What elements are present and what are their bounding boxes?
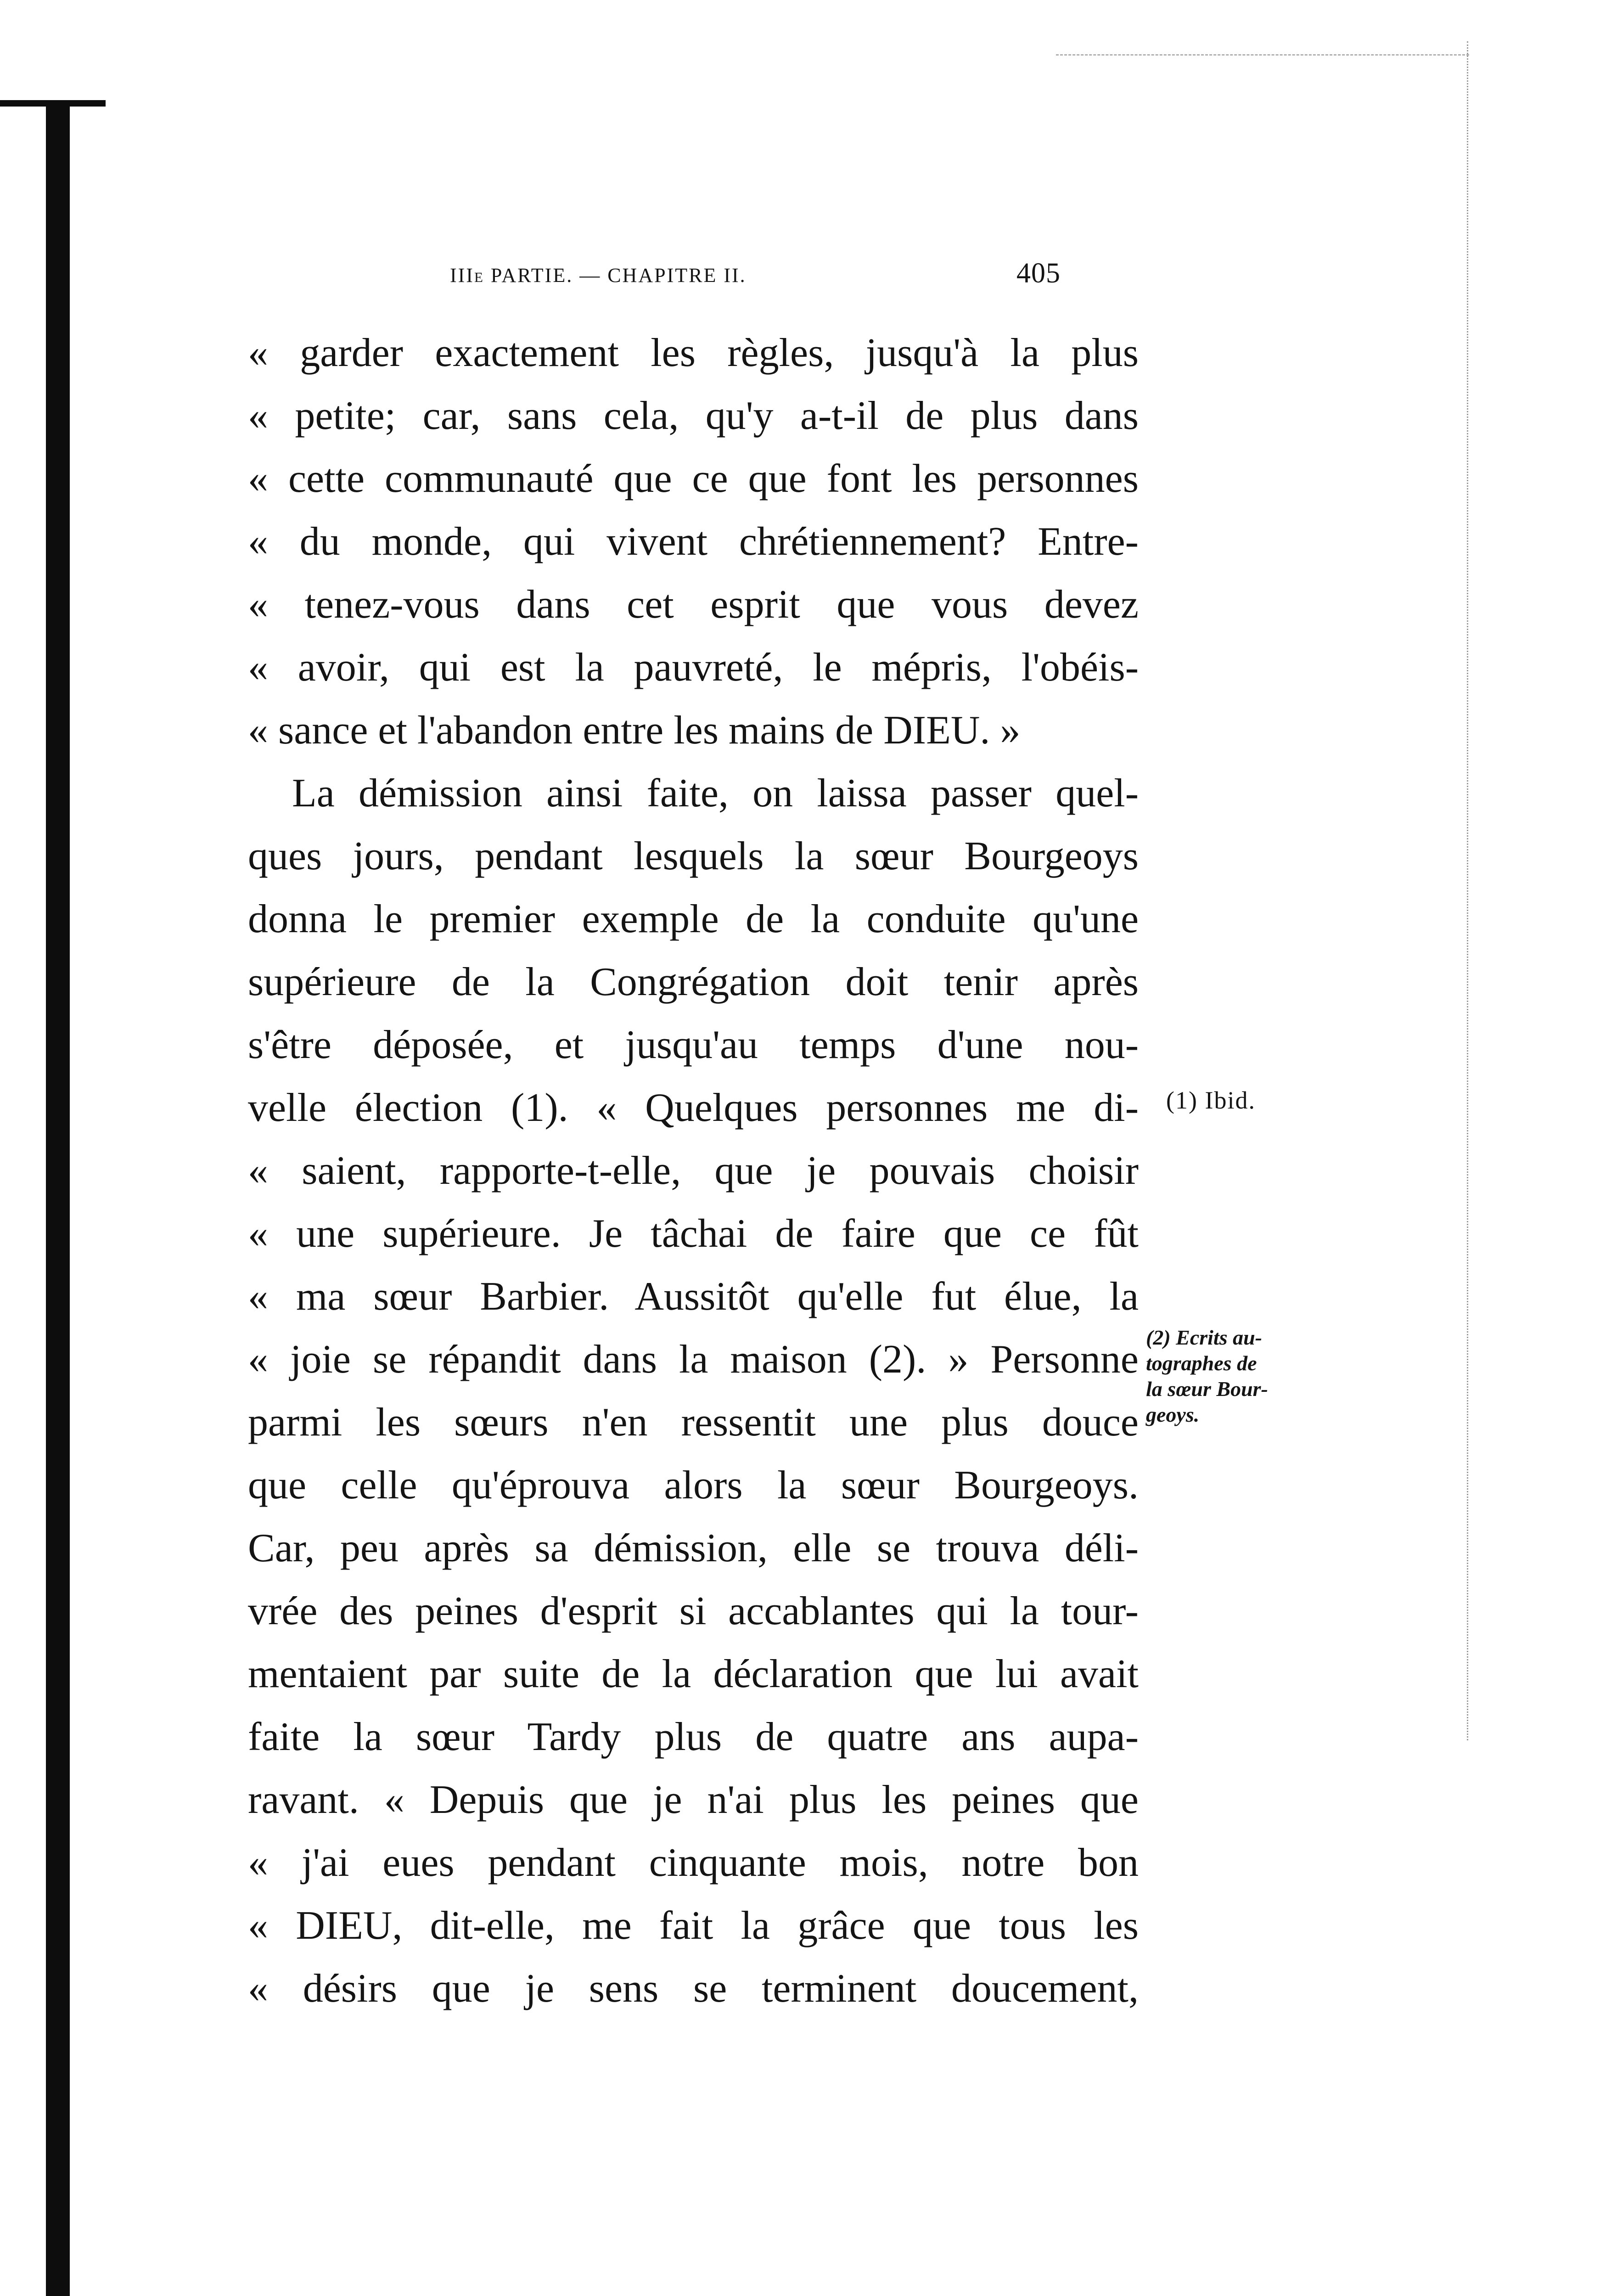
text-line-23: faite la sœur Tardy plus de quatre ans aupa- [248,1715,1139,1759]
margin-note-2-line: geoys. [1146,1403,1200,1426]
scan-edge-marks [1467,41,1470,1740]
text-line-4: « du monde, qui vivent chrétiennement? Entre- [248,519,1139,564]
scan-edge-top-marks [1056,54,1469,56]
margin-note-2-line: (2) Ecrits au- [1146,1326,1262,1349]
text-line-11: supérieure de la Congrégation doit tenir après [248,960,1139,1004]
margin-note-2-line: tographes de [1146,1351,1257,1375]
margin-note-2 [1146,1325,1339,1428]
text-line-3: « cette communauté que ce que font les personnes [248,456,1139,501]
text-line-21: vrée des peines d'esprit si accablantes qui la tour- [248,1589,1139,1633]
running-head-title: IIIe PARTIE. — CHAPITRE II. [450,264,747,287]
text-line-17: « joie se répandit dans la maison (2). » Personne [248,1337,1139,1382]
text-line-22: mentaient par suite de la déclaration que lui avait [248,1652,1139,1696]
text-line-18: parmi les sœurs n'en ressentit une plus douce [248,1400,1139,1445]
text-line-25: « j'ai eues pendant cinquante mois, notre bon [248,1840,1139,1885]
text-line-5: « tenez-vous dans cet esprit que vous devez [248,582,1139,627]
margin-note-2-line: la sœur Bour- [1146,1377,1268,1401]
text-line-20: Car, peu après sa démission, elle se trouva déli- [248,1526,1139,1570]
text-line-7: « sance et l'abandon entre les mains de DIEU. » [248,708,1021,753]
page-number: 405 [1016,258,1061,289]
body-text [248,321,1139,2020]
text-line-12: s'être déposée, et jusqu'au temps d'une nou- [248,1023,1139,1067]
text-line-10: donna le premier exemple de la conduite qu'une [248,897,1139,941]
text-line-24: ravant. « Depuis que je n'ai plus les peines que [248,1778,1139,1822]
text-line-9: ques jours, pendant lesquels la sœur Bourgeoys [248,834,1139,878]
running-head [450,257,1061,294]
text-line-16: « ma sœur Barbier. Aussitôt qu'elle fut élue, la [248,1274,1139,1319]
text-line-13: velle élection (1). « Quelques personnes me di- [248,1086,1139,1130]
text-line-14: « saient, rapporte-t-elle, que je pouvais choisir [248,1148,1139,1193]
text-line-15: « une supérieure. Je tâchai de faire que ce fût [248,1211,1139,1256]
text-line-19: que celle qu'éprouva alors la sœur Bourgeoys. [248,1463,1139,1508]
margin-note-1: (1) Ibid. [1166,1086,1256,1114]
text-line-8: La démission ainsi faite, on laissa passer quel- [292,771,1139,816]
text-line-26: « DIEU, dit-elle, me fait la grâce que tous les [248,1903,1139,1948]
text-line-6: « avoir, qui est la pauvreté, le mépris, l'obéis- [248,645,1139,690]
text-line-2: « petite; car, sans cela, qu'y a-t-il de plus dans [248,394,1139,438]
binding-edge [46,103,70,2296]
text-line-27: « désirs que je sens se terminent doucement, [248,1966,1139,2011]
text-line-1: « garder exactement les règles, jusqu'à la plus [248,331,1139,375]
